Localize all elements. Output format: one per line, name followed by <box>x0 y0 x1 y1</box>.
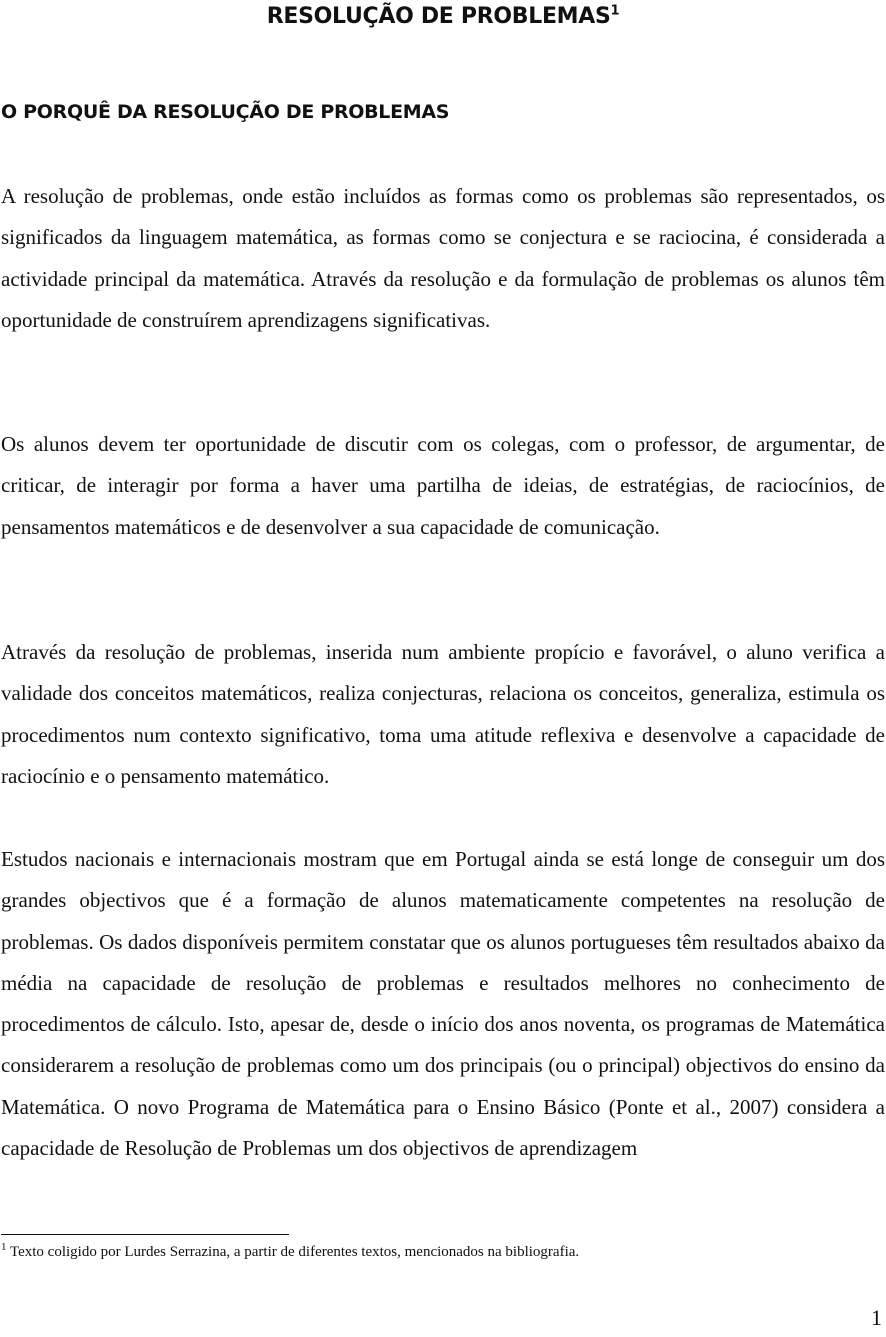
page-number: 1 <box>871 1305 882 1330</box>
footnote <box>1 1241 579 1263</box>
footnote-divider <box>1 1234 289 1235</box>
title-footnote-marker: 1 <box>610 3 620 19</box>
footnote-marker: 1 <box>1 1241 7 1253</box>
paragraph: Os alunos devem ter oportunidade de discutir com os colegas, com o professor, de argumentar, de criticar, de interagir por forma a haver uma partilha de ideias, de estratégias, de raciocínios, de pensamentos matemáticos e de desenvolver a sua capacidade de comunicação. <box>1 432 885 539</box>
paragraph: Através da resolução de problemas, inserida num ambiente propício e favorável, o aluno verifica a validade dos conceitos matemáticos, realiza conjecturas, relaciona os conceitos, generaliza, estimula os procedimentos num contexto significativo, toma uma atitude reflexiva e desenvolve a capacidade de raciocínio e o pensamento matemático. <box>1 640 885 788</box>
paragraph: Estudos nacionais e internacionais mostram que em Portugal ainda se está longe de conseguir um dos grandes objectivos que é a formação de alunos matematicamente competentes na resolução de problemas. Os dados disponíveis permitem constatar que os alunos portugueses têm resultados abaixo da média na capacidade de resolução de problemas e resultados melhores no conhecimento de procedimentos de cálculo. Isto, apesar de, desde o início dos anos noventa, os programas de Matemática considerarem a resolução de problemas como um dos principais (ou o principal) objectivos do ensino da Matemática. O novo Programa de Matemática para o Ensino Básico (Ponte et al., 2007) considera a capacidade de Resolução de Problemas um dos objectivos de aprendizagem <box>1 847 885 1161</box>
footnote-text: Texto coligido por Lurdes Serrazina, a partir de diferentes textos, mencionados na bibliografia. <box>9 1244 580 1260</box>
document-title <box>0 2 886 32</box>
paragraph: A resolução de problemas, onde estão incluídos as formas como os problemas são representados, os significados da linguagem matemática, as formas como se conjectura e se raciocina, é considerada a actividade principal da matemática. Através da resolução e da formulação de problemas os alunos têm oportunidade de construírem aprendizagens significativas. <box>1 184 885 332</box>
title-text: RESOLUÇÃO DE PROBLEMAS <box>266 4 611 29</box>
section-heading: O PORQUÊ DA RESOLUÇÃO DE PROBLEMAS <box>1 101 450 123</box>
